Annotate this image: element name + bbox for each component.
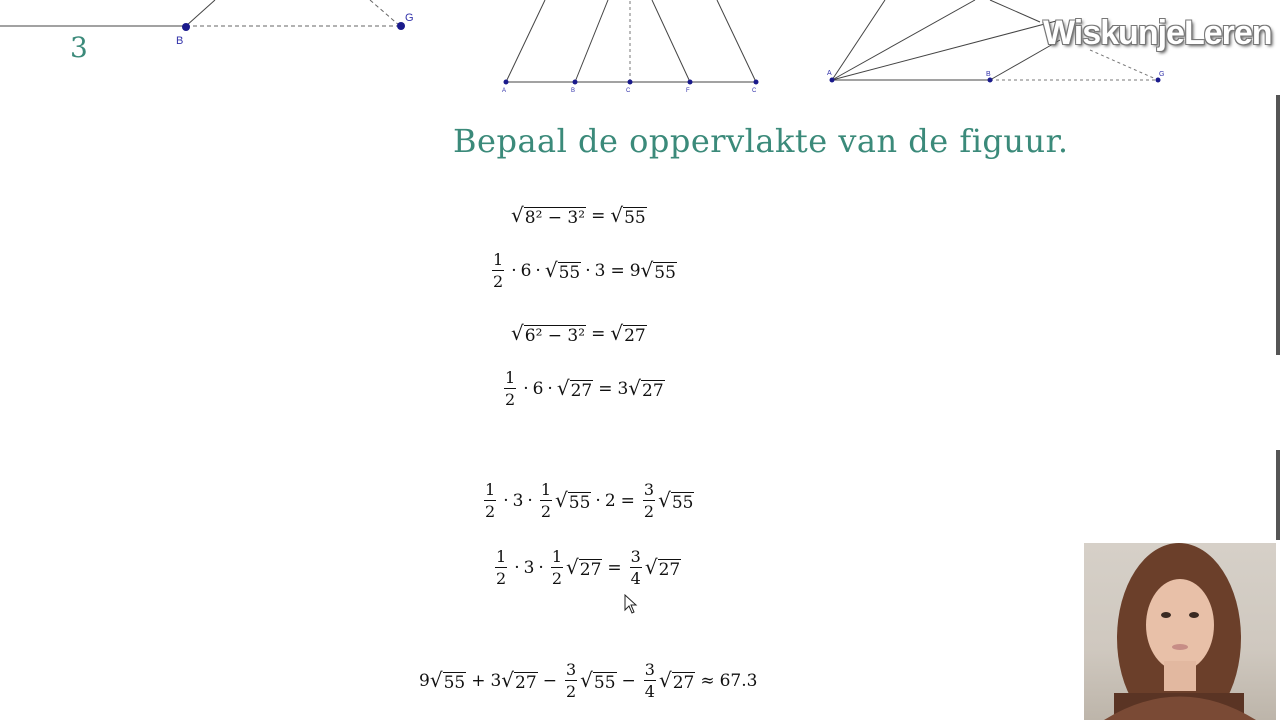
equation-final: 9 √ 55 + 3 √ 27 − $\frac{3}{2}$ √ 55 − $\frac{3}{4}$ √ 27 ≈ 67.3 [419,660,758,701]
equation-3: √ 6² − 3² = √ 27 [511,321,646,346]
label-b: B [176,35,184,47]
equation-2: $\frac{1}{2}$ · 6 · √ 55 · 3 = 9 √ 55 [493,250,676,291]
svg-text:B: B [571,88,576,94]
mouse-cursor-icon [624,594,638,614]
svg-text:C: C [752,88,757,94]
point-g [397,22,405,30]
svg-text:F: F [686,88,690,94]
equation-6: $\frac{1}{2}$ · 3 · $\frac{1}{2}$ √ 27 = $\frac{3}{4}$ √ 27 [496,547,681,588]
svg-text:G: G [1159,71,1165,78]
svg-text:B: B [986,71,991,78]
page-title: Bepaal de oppervlakte van de figuur. [453,122,1069,160]
equation-4: $\frac{1}{2}$ · 6 · √ 27 = 3 √ 27 [505,368,664,409]
scrollbar-segment [1276,95,1280,355]
svg-text:C: C [626,88,631,94]
channel-watermark: WiskunjeLeren [1043,14,1272,52]
presenter-silhouette [1084,543,1276,720]
equation-5: $\frac{1}{2}$ · 3 · $\frac{1}{2}$ √ 55 · 2 = $\frac{3}{2}$ √ 55 [485,480,694,521]
scrollbar-segment-lower [1276,450,1280,540]
side-length-label: 3 [70,31,88,64]
final-result: 67.3 [719,671,758,691]
point-b [182,23,190,31]
left-figure [0,0,414,64]
svg-text:A: A [827,70,832,77]
svg-text:A: A [502,88,507,94]
webcam-overlay [1084,543,1276,720]
equation-1: √ 8² − 3² = √ 55 [511,203,646,228]
label-g: G [405,12,414,24]
middle-figure [502,0,759,94]
